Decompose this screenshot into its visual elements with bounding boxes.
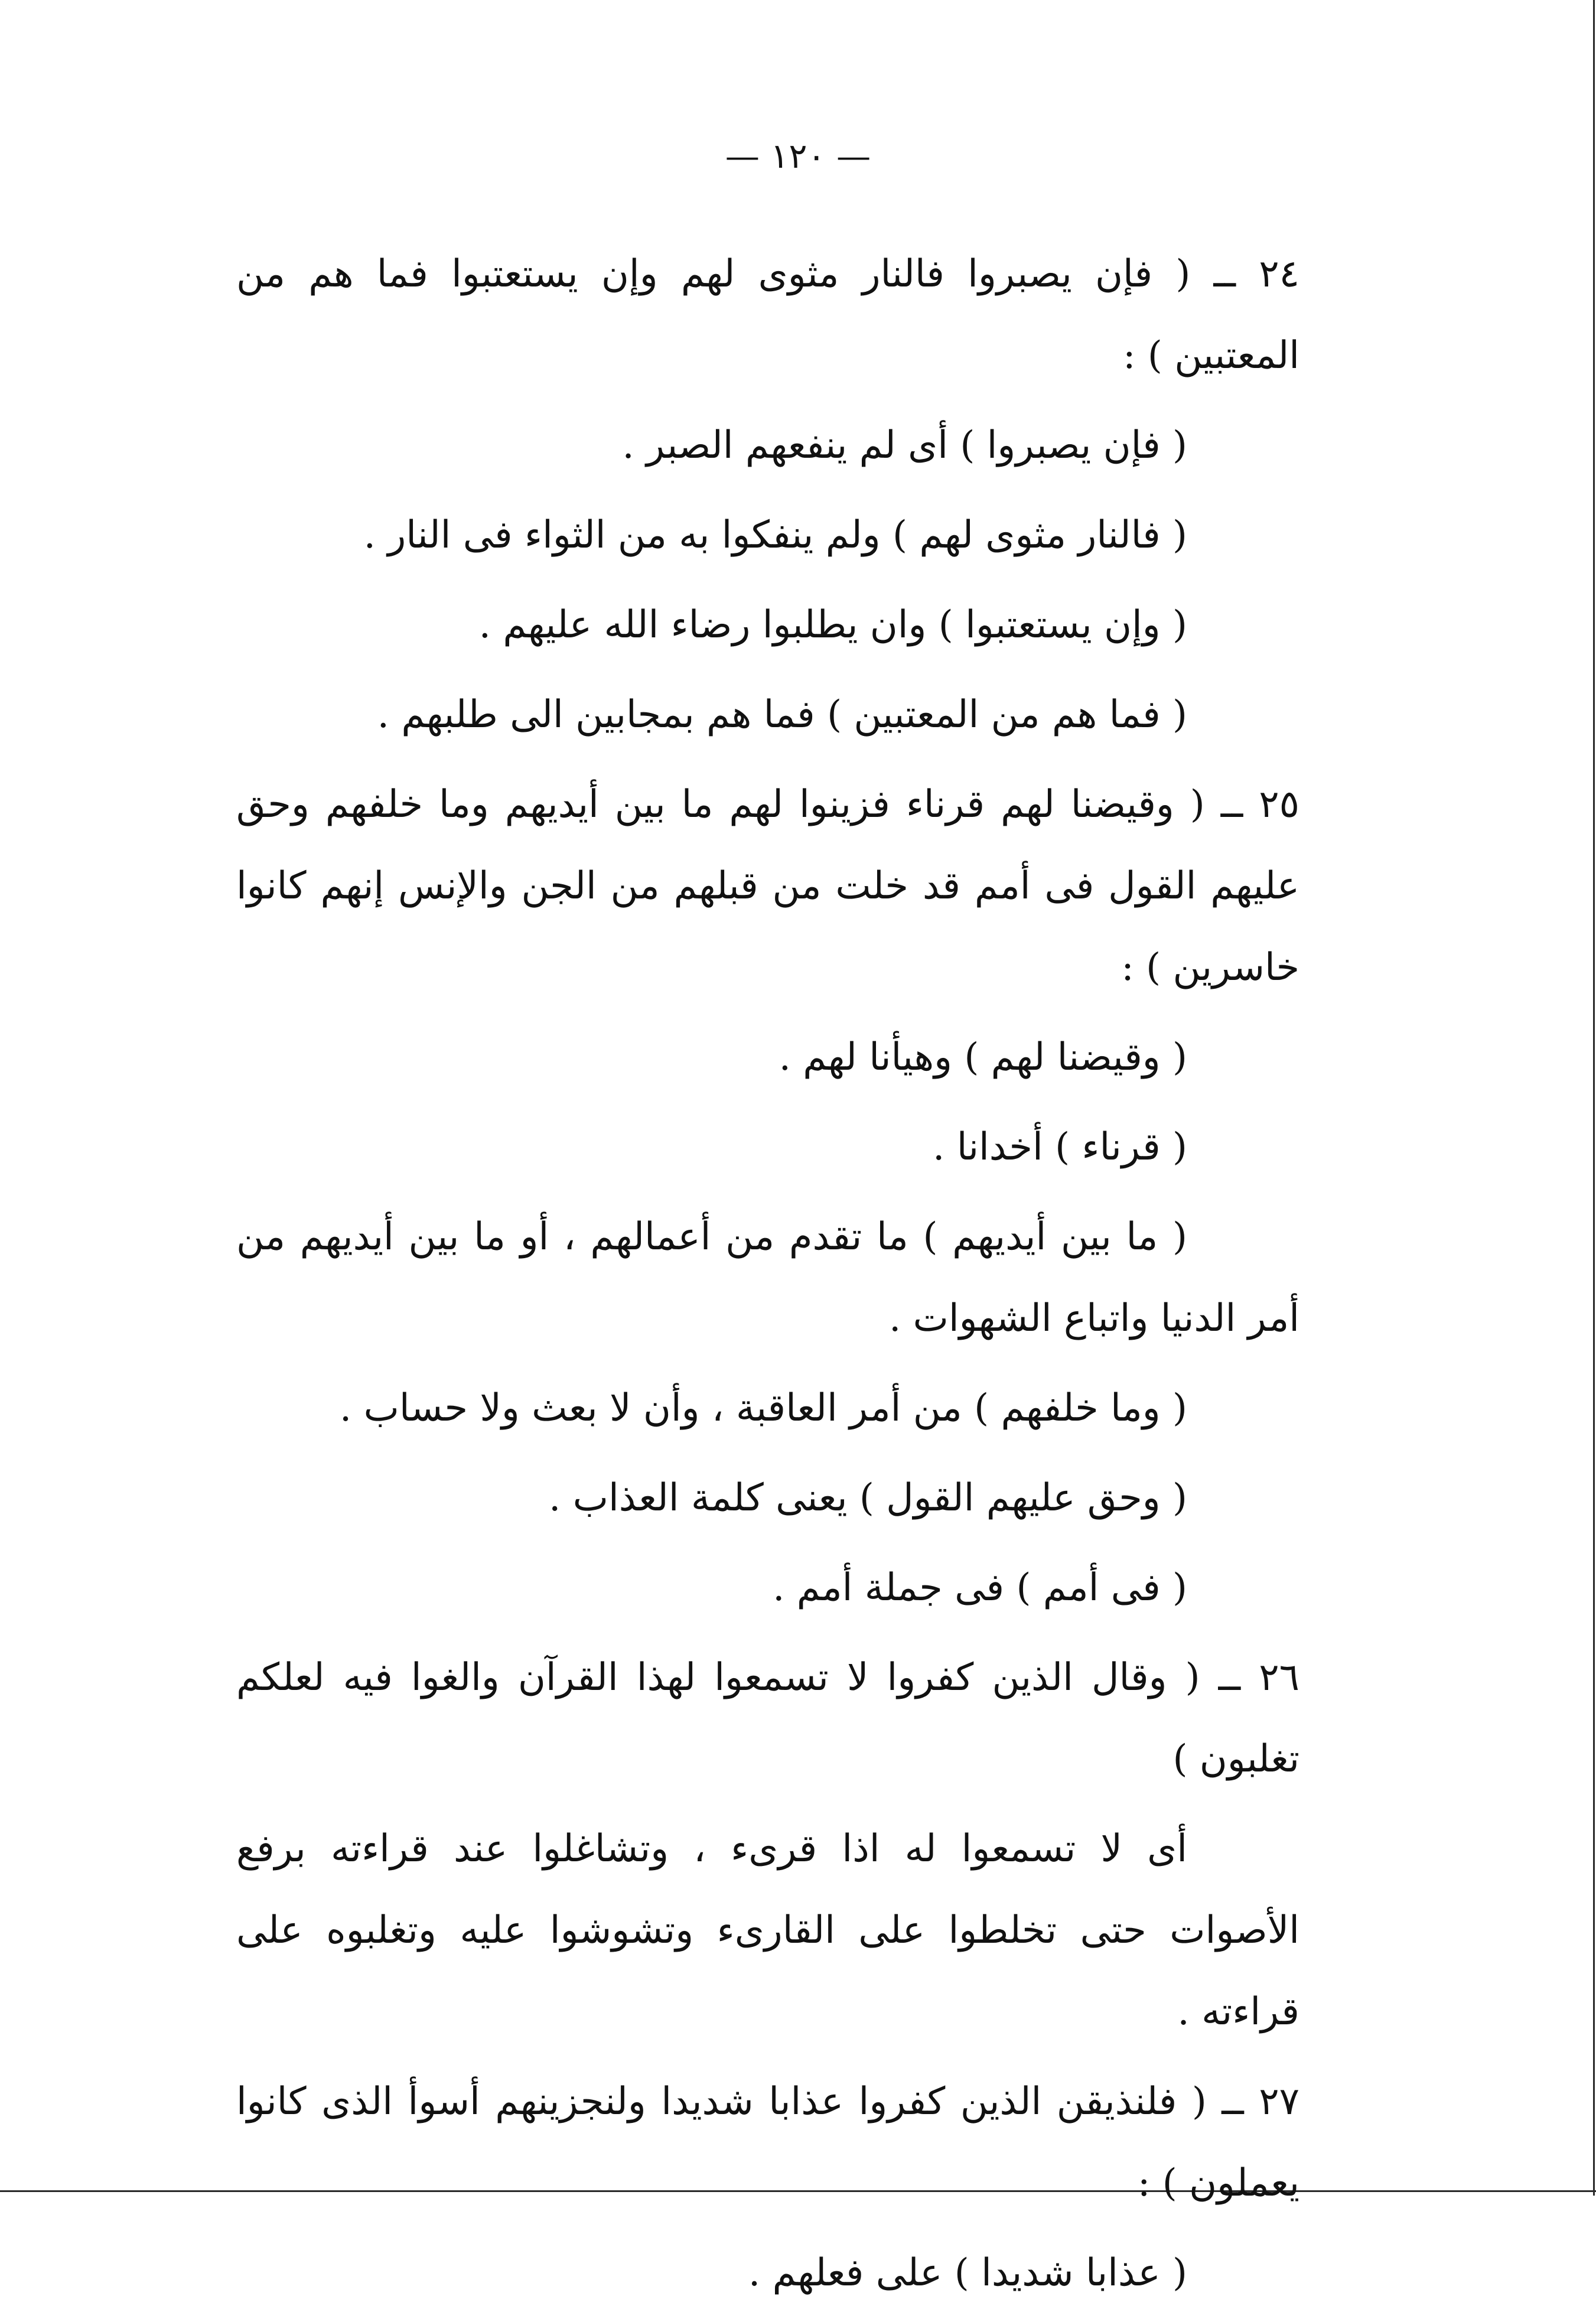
gloss-line: ( فما هم من المعتبين ) فما هم بمجابين الى طلبهم . [377,693,1187,737]
verse-27: ٢٧ ــ ( فلنذيقن الذين كفروا عذابا شديدا ولنجزينهم أسوأ الذى كانوا يعملون ) : [236,2080,1299,2205]
verse-24: ٢٤ ــ ( فإن يصبروا فالنار مثوى لهم وإن يستعتبوا فما هم من المعتبين ) : [236,252,1299,377]
page-number: — ١٢٠ — [725,136,871,176]
gloss-line: ( فالنار مثوى لهم ) ولم ينفكوا به من الثواء فى النار . [363,513,1187,557]
gloss-line: ( فى أمم ) فى جملة أمم . [773,1566,1187,1610]
gloss-line: ( وقيضنا لهم ) وهيأنا لهم . [779,1035,1187,1079]
verse-25: ٢٥ ــ ( وقيضنا لهم قرناء فزينوا لهم ما بين أيديهم وما خلفهم وحق عليهم القول فى أمم قد خلت من قبلهم من الجن والإنس إنهم كانوا خاسرين ) : [236,783,1300,989]
gloss-line: ( وإن يستعتبوا ) وان يطلبوا رضاء الله عليهم . [478,603,1187,647]
verse-26: ٢٦ ــ ( وقال الذين كفروا لا تسمعوا لهذا القرآن والغوا فيه لعلكم تغلبون ) [236,1656,1299,1781]
gloss-line: ( عذابا شديدا ) على فعلهم . [748,2251,1187,2295]
gloss-line: ( وما خلفهم ) من أمر العاقبة ، وأن لا بعث ولا حساب . [339,1386,1187,1430]
page-body [236,233,1299,2322]
gloss-line: ( ما بين أيديهم ) ما تقدم من أعمالهم ، أو ما بين أيديهم من أمر الدنيا واتباع الشهوات . [236,1215,1299,1340]
gloss-line: ( وحق عليهم القول ) يعنى كلمة العذاب . [549,1476,1187,1520]
gloss-line: ( قرناء ) أخدانا . [933,1125,1187,1169]
gloss-line: ( فإن يصبروا ) أى لم ينفعهم الصبر . [622,424,1187,467]
scan-border-right [1593,0,1595,2196]
gloss-line: أى لا تسمعوا له اذا قرىء ، وتشاغلوا عند قراءته برفع الأصوات حتى تخلطوا على القارىء وتشوشوا عليه وتغلبوه على قراءته . [236,1827,1299,2034]
